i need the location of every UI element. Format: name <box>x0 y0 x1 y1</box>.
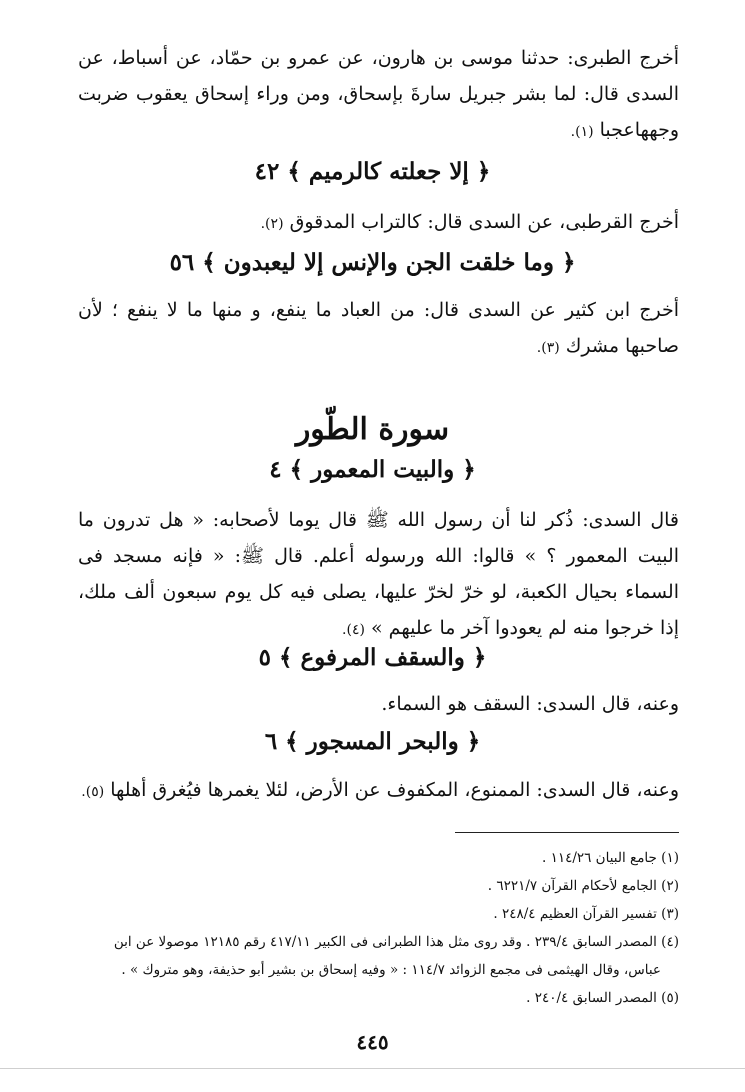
footnote-3: (٣) تفسير القرآن العظيم ٢٤٨/٤ . <box>493 906 679 922</box>
paragraph-ibn-kathir <box>78 292 679 366</box>
paragraph-text: أخرج الطبرى: حدثنا موسى بن هارون، عن عمرو بن حمّاد، عن أسباط، عن السدى قال: لما بشر جبريل سارةَ بإسحاق، ومن وراء إسحاق يعقوب ضربت وجههاعجبا <box>78 47 679 141</box>
paragraph-qurtubi <box>78 204 679 242</box>
footnote-5: (٥) المصدر السابق ٢٤٠/٤ . <box>526 990 679 1006</box>
footnote-ref: (٢). <box>260 216 284 232</box>
footnote-ref: (١). <box>570 124 594 140</box>
verse-heading-42: ﴿ إلا جعلته كالرميم ﴾ ٤٢ <box>254 158 491 185</box>
surah-title: سورة الطّور <box>295 412 450 447</box>
footnote-ref: (٥). <box>81 784 105 800</box>
paragraph-saqf <box>78 686 679 722</box>
paragraph-tabari <box>78 40 679 150</box>
verse-heading-5: ﴿ والسقف المرفوع ﴾ ٥ <box>258 644 487 671</box>
paragraph-text: قال السدى: ذُكر لنا أن رسول الله ﷺ قال يوما لأصحابه: « هل تدرون ما البيت المعمور ؟ » قالوا: الله ورسوله أعلم. قال ﷺ: « فإنه مسجد فى السماء بحيال الكعبة، لو خرّ لخرّ عليها، يصلى فيه كل يوم سبعون ألف ملك، إذا خرجوا منه لم يعودوا آخر ما عليهم » <box>78 509 679 639</box>
footnotes <box>60 844 679 1012</box>
footnote-ref: (٣). <box>536 340 560 356</box>
footnote-ref: (٤). <box>342 622 365 638</box>
verse-heading-56: ﴿ وما خلقت الجن والإنس إلا ليعبدون ﴾ ٥٦ <box>169 249 576 276</box>
bottom-edge-line <box>0 1068 745 1069</box>
footnote-4: (٤) المصدر السابق ٢٣٩/٤ . وقد روى مثل هذا الطبرانى فى الكبير ٤١٧/١١ رقم ١٢١٨٥ موصولا عن ابن <box>113 934 679 950</box>
footnote-1: (١) جامع البيان ١١٤/٢٦ . <box>541 850 679 866</box>
paragraph-text: أخرج ابن كثير عن السدى قال: من العباد ما ينفع، و منها ما لا ينفع ؛ لأن صاحبها مشرك <box>78 299 679 357</box>
paragraph-text: وعنه، قال السدى: السقف هو السماء. <box>381 693 679 715</box>
page-number: ٤٤٥ <box>356 1030 389 1054</box>
verse-heading-4: ﴿ والبيت المعمور ﴾ ٤ <box>269 456 476 483</box>
paragraph-text: وعنه، قال السدى: الممنوع، المكفوف عن الأرض، لئلا يغمرها فيُغرق أهلها <box>110 779 679 801</box>
paragraph-text: أخرج القرطبى، عن السدى قال: كالتراب المدقوق <box>289 211 679 233</box>
verse-heading-6: ﴿ والبحر المسجور ﴾ ٦ <box>264 728 481 755</box>
paragraph-bayt-mamur <box>78 502 679 648</box>
footnote-2: (٢) الجامع لأحكام القرآن ٦٢٢١/٧ . <box>487 878 679 894</box>
paragraph-bahr <box>78 772 679 810</box>
footnote-4-continued: عباس، وقال الهيثمى فى مجمع الزوائد ١١٤/٧ : « وفيه إسحاق بن بشير أبو حذيفة، وهو متروك » . <box>121 962 661 978</box>
footnote-divider <box>455 832 679 833</box>
